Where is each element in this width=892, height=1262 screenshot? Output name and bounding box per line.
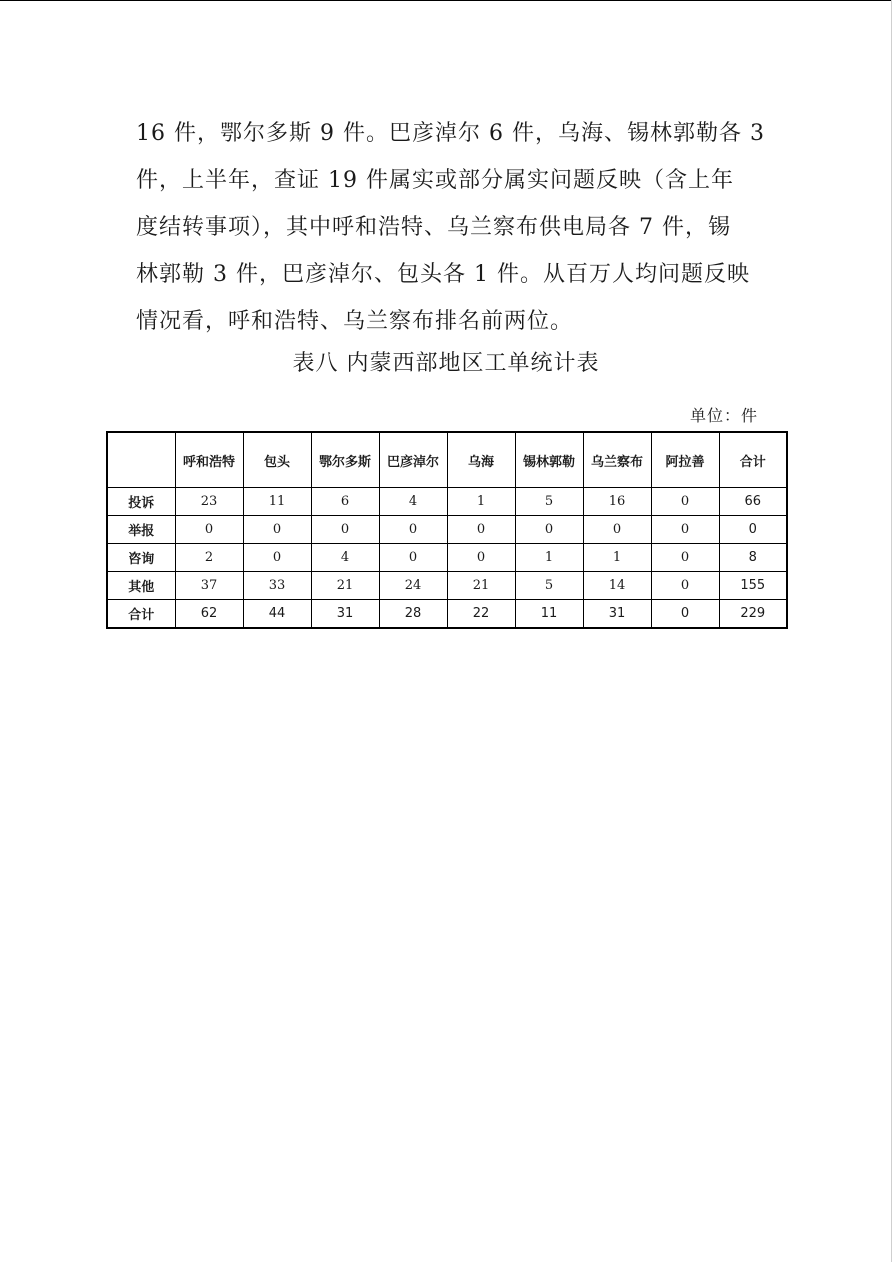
column-header: 鄂尔多斯 [311,432,379,488]
table-cell: 23 [175,488,243,516]
table-cell: 0 [515,516,583,544]
paragraph-line: 16 件，鄂尔多斯 9 件。巴彦淖尔 6 件，乌海、锡林郭勒各 3 [136,121,765,146]
table-cell-total: 0 [719,516,787,544]
column-header: 阿拉善 [651,432,719,488]
paragraph-line: 情况看，呼和浩特、乌兰察布排名前两位。 [136,309,574,334]
table-cell: 0 [651,516,719,544]
table-cell-total: 22 [447,600,515,629]
table-row [107,516,787,544]
table-cell: 0 [379,544,447,572]
table-cell: 0 [447,516,515,544]
table-cell: 21 [447,572,515,600]
paragraph-line: 林郭勒 3 件，巴彦淖尔、包头各 1 件。从百万人均问题反映 [136,262,750,287]
table-cell: 1 [515,544,583,572]
table-cell: 6 [311,488,379,516]
table-cell: 0 [243,516,311,544]
row-label: 投诉 [107,488,175,516]
table-cell: 21 [311,572,379,600]
table-cell: 24 [379,572,447,600]
table-title: 表八 内蒙西部地区工单统计表 [292,351,600,376]
table-total-row [107,600,787,629]
row-label: 咨询 [107,544,175,572]
table-cell-total: 31 [311,600,379,629]
table-cell: 2 [175,544,243,572]
table-cell-total: 31 [583,600,651,629]
table-cell: 0 [379,516,447,544]
table-cell: 1 [583,544,651,572]
table-cell-total: 155 [719,572,787,600]
table-cell: 0 [651,572,719,600]
unit-label: 单位：件 [689,406,758,425]
column-header: 巴彦淖尔 [379,432,447,488]
table-cell: 4 [379,488,447,516]
row-label: 举报 [107,516,175,544]
row-label: 其他 [107,572,175,600]
table-cell-total: 0 [651,600,719,629]
table-cell: 1 [447,488,515,516]
table-cell-total: 62 [175,600,243,629]
table-cell-total: 11 [515,600,583,629]
column-header: 锡林郭勒 [515,432,583,488]
column-header: 呼和浩特 [175,432,243,488]
table-cell: 5 [515,488,583,516]
table-cell: 0 [651,544,719,572]
table-cell: 5 [515,572,583,600]
table-corner-cell [107,432,175,488]
table-cell: 0 [311,516,379,544]
table-cell-grand-total: 229 [719,600,787,629]
work-order-stats-table [106,431,788,629]
column-header: 乌兰察布 [583,432,651,488]
table-cell-total: 28 [379,600,447,629]
page-top-rule [0,0,892,1]
table-cell: 0 [175,516,243,544]
table-row [107,572,787,600]
table-cell: 0 [583,516,651,544]
table-cell: 16 [583,488,651,516]
table-cell-total: 66 [719,488,787,516]
table-cell: 0 [447,544,515,572]
table-cell: 4 [311,544,379,572]
table-row [107,488,787,516]
table-cell: 11 [243,488,311,516]
table-cell: 0 [243,544,311,572]
table-cell: 37 [175,572,243,600]
paragraph-line: 度结转事项），其中呼和浩特、乌兰察布供电局各 7 件，锡 [136,215,731,240]
row-label: 合计 [107,600,175,629]
column-header: 包头 [243,432,311,488]
table-cell: 33 [243,572,311,600]
table-header-row [107,432,787,488]
table-cell-total: 8 [719,544,787,572]
table-row [107,544,787,572]
table-cell: 14 [583,572,651,600]
column-header: 合计 [719,432,787,488]
paragraph-line: 件，上半年，查证 19 件属实或部分属实问题反映（含上年 [136,168,734,193]
table-cell-total: 44 [243,600,311,629]
body-paragraph [136,110,766,345]
table-cell: 0 [651,488,719,516]
column-header: 乌海 [447,432,515,488]
